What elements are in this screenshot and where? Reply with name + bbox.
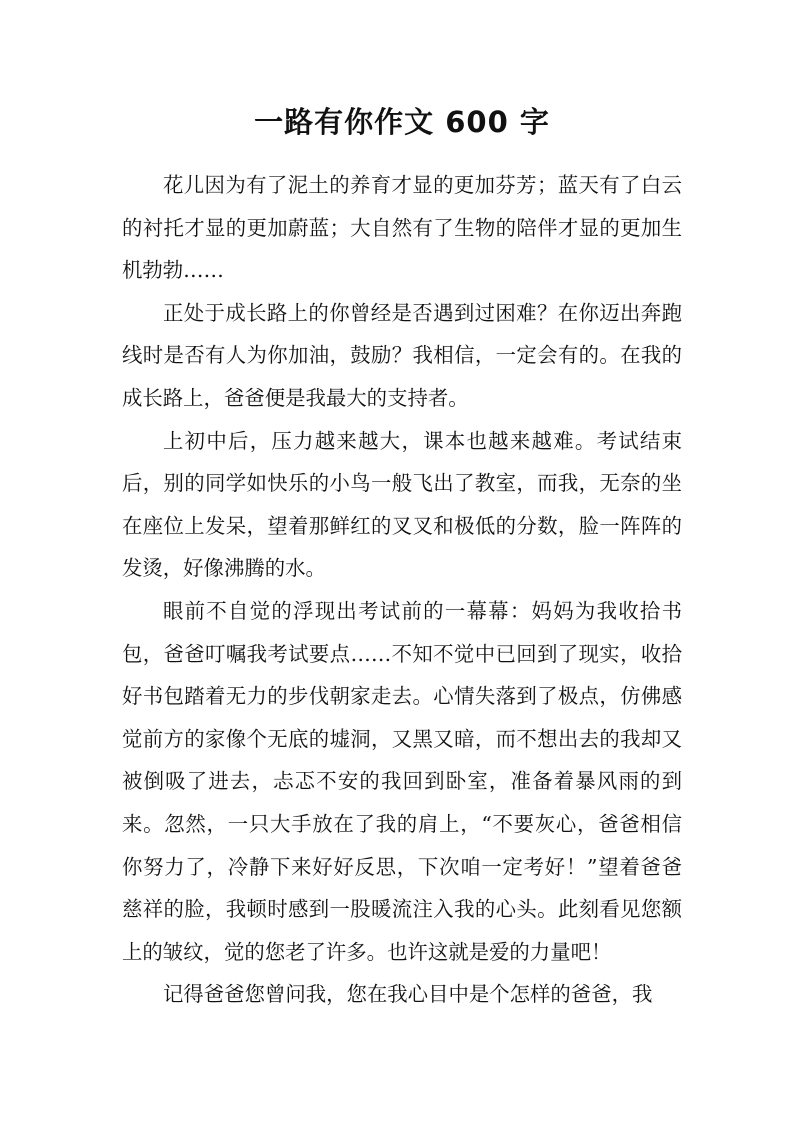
document-title: 一路有你作文 600 字 xyxy=(254,105,550,139)
paragraph-5: 记得爸爸您曾问我，您在我心目中是个怎样的爸爸，我 xyxy=(163,982,653,1007)
paragraph-2: 正处于成长路上的你曾经是否遇到过困难？在你迈出奔跑线时是否有人为你加油，鼓励？我相信，一定会有的。在我的成长路上，爸爸便是我最大的支持者。 xyxy=(122,300,682,410)
paragraph-4: 眼前不自觉的浮现出考试前的一幕幕：妈妈为我收拾书包，爸爸叮嘱我考试要点……不知不觉中已回到了现实，收拾好书包踏着无力的步伐朝家走去。心情失落到了极点，仿佛感觉前方的家像个无底的墟洞，又黑又暗，而不想出去的我却又被倒吸了进去，忐忑不安的我回到卧室，准备着暴风雨的到来。忽然，一只大手放在了我的肩上，“不要灰心，爸爸相信你努力了，冷静下来好好反思，下次咱一定考好！”望着爸爸慈祥的脸，我顿时感到一股暖流注入我的心头。此刻看见您额上的皱纹，觉的您老了许多。也许这就是爱的力量吧！ xyxy=(122,598,682,964)
paragraph-1: 花儿因为有了泥土的养育才显的更加芬芳；蓝天有了白云的衬托才显的更加蔚蓝；大自然有了生物的陪伴才显的更加生机勃勃…… xyxy=(122,173,682,283)
paragraph-3: 上初中后，压力越来越大，课本也越来越难。考试结束后，别的同学如快乐的小鸟一般飞出了教室，而我，无奈的坐在座位上发呆，望着那鲜红的叉叉和极低的分数，脸一阵阵的发烫，好像沸腾的水。 xyxy=(122,428,682,581)
